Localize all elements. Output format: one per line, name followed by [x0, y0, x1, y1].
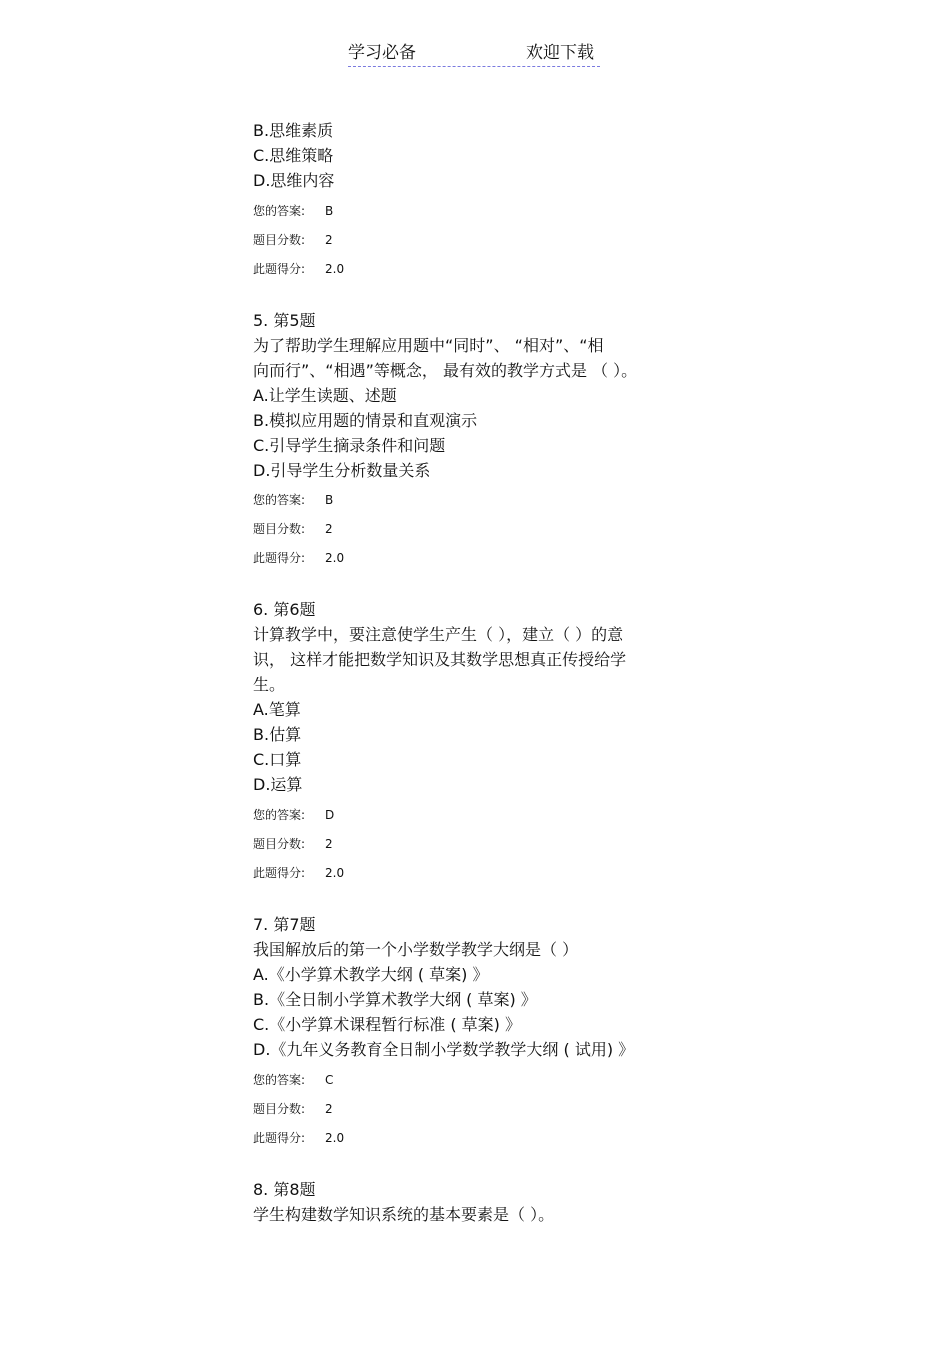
- stem-line: 学生构建数学知识系统的基本要素是（ ）。: [253, 1205, 555, 1224]
- option-d: D.运算: [253, 775, 303, 794]
- question-stem: [253, 937, 698, 962]
- question-stem: [253, 1202, 698, 1227]
- your-answer-row: [253, 1072, 713, 1088]
- your-answer-value: B: [325, 493, 334, 507]
- question-score-value: 2: [325, 522, 333, 536]
- earned-score-row: [253, 865, 713, 881]
- earned-score-value: 2.0: [325, 866, 345, 880]
- earned-score-value: 2.0: [325, 1131, 345, 1145]
- question-title: 7. 第7题: [253, 915, 316, 934]
- your-answer-row: [253, 807, 713, 823]
- earned-score-value: 2.0: [325, 262, 345, 276]
- question-score-label: 题目分数:: [253, 1102, 306, 1116]
- option-d: D.思维内容: [253, 171, 335, 190]
- option-a: A.让学生读题、述题: [253, 386, 397, 405]
- option-c: C.口算: [253, 750, 302, 769]
- question-title: 5. 第5题: [253, 311, 316, 330]
- your-answer-label: 您的答案:: [253, 1073, 306, 1087]
- question-stem: [253, 333, 698, 383]
- page-header: [348, 42, 600, 67]
- question-6: [253, 597, 713, 881]
- question-score-row: [253, 836, 713, 852]
- question-score-row: [253, 1101, 713, 1117]
- option-b: B.思维素质: [253, 121, 334, 140]
- option-c: C.《小学算术课程暂行标准 ( 草案) 》: [253, 1015, 522, 1034]
- stem-line: 生。: [253, 675, 286, 694]
- your-answer-row: [253, 492, 713, 508]
- your-answer-label: 您的答案:: [253, 493, 306, 507]
- option-a: A.笔算: [253, 700, 301, 719]
- header-left-text: 学习必备: [348, 43, 416, 63]
- stem-line: 向而行”、“相遇”等概念， 最有效的教学方式是 （ ）。: [253, 361, 638, 380]
- stem-line: 识， 这样才能把数学知识及其数学思想真正传授给学: [253, 650, 627, 669]
- question-4: [253, 118, 713, 277]
- earned-score-row: [253, 261, 713, 277]
- your-answer-label: 您的答案:: [253, 204, 306, 218]
- option-a: A.《小学算术教学大纲 ( 草案) 》: [253, 965, 489, 984]
- earned-score-label: 此题得分:: [253, 262, 306, 276]
- your-answer-label: 您的答案:: [253, 808, 306, 822]
- question-score-row: [253, 521, 713, 537]
- question-score-value: 2: [325, 837, 333, 851]
- your-answer-value: B: [325, 204, 334, 218]
- your-answer-value: D: [325, 808, 335, 822]
- question-score-row: [253, 232, 713, 248]
- option-c: C.引导学生摘录条件和问题: [253, 436, 446, 455]
- question-stem: [253, 622, 698, 697]
- question-title: 8. 第8题: [253, 1180, 316, 1199]
- header-right-text: 欢迎下载: [526, 43, 594, 63]
- earned-score-label: 此题得分:: [253, 1131, 306, 1145]
- question-score-label: 题目分数:: [253, 837, 306, 851]
- question-score-value: 2: [325, 1102, 333, 1116]
- stem-line: 计算教学中，要注意使学生产生（ ），建立（ ）的意: [253, 625, 624, 644]
- option-b: B.《全日制小学算术教学大纲 ( 草案) 》: [253, 990, 537, 1009]
- your-answer-row: [253, 203, 713, 219]
- question-8: [253, 1177, 713, 1227]
- question-title: 6. 第6题: [253, 600, 316, 619]
- question-5: [253, 308, 713, 566]
- quiz-content: [253, 118, 713, 1227]
- question-score-label: 题目分数:: [253, 233, 306, 247]
- your-answer-value: C: [325, 1073, 334, 1087]
- option-b: B.估算: [253, 725, 302, 744]
- option-d: D.《九年义务教育全日制小学数学教学大纲 ( 试用) 》: [253, 1040, 635, 1059]
- earned-score-row: [253, 1130, 713, 1146]
- earned-score-label: 此题得分:: [253, 866, 306, 880]
- option-d: D.引导学生分析数量关系: [253, 461, 431, 480]
- stem-line: 我国解放后的第一个小学数学教学大纲是（ ）: [253, 940, 579, 959]
- stem-line: 为了帮助学生理解应用题中“同时”、 “相对”、“相: [253, 336, 604, 355]
- earned-score-row: [253, 550, 713, 566]
- question-score-value: 2: [325, 233, 333, 247]
- question-7: [253, 912, 713, 1146]
- earned-score-value: 2.0: [325, 551, 345, 565]
- question-score-label: 题目分数:: [253, 522, 306, 536]
- option-c: C.思维策略: [253, 146, 334, 165]
- earned-score-label: 此题得分:: [253, 551, 306, 565]
- option-b: B.模拟应用题的情景和直观演示: [253, 411, 478, 430]
